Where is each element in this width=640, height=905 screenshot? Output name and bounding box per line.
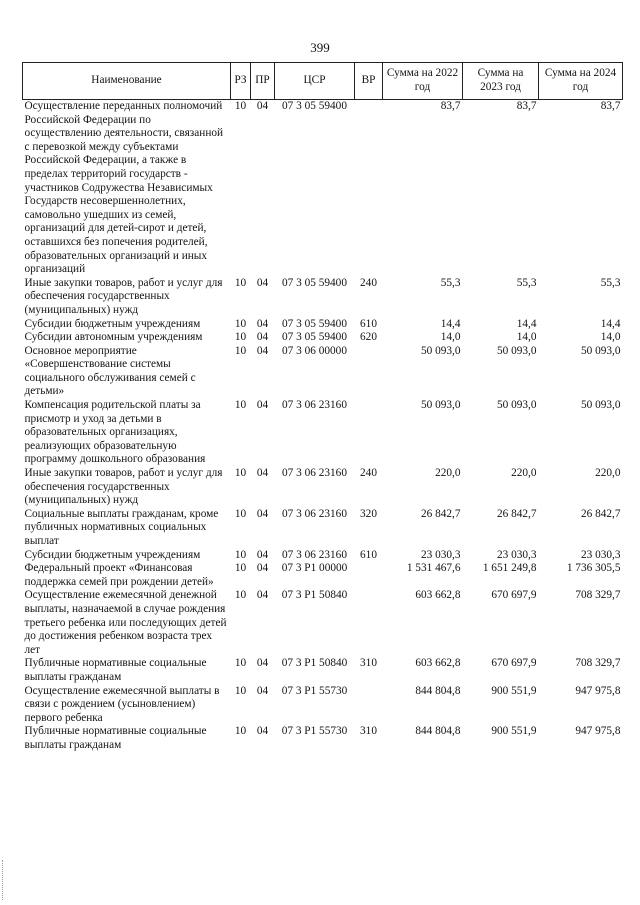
- row-vr: 310: [360, 725, 377, 738]
- table-row: [23, 399, 623, 467]
- row-vr: 620: [360, 331, 377, 344]
- row-sum-2022: 603 662,8: [415, 589, 461, 602]
- table-header: [23, 63, 623, 100]
- row-sum-2022: 50 093,0: [420, 344, 461, 357]
- header-vr: ВР: [355, 63, 383, 100]
- table-row: [23, 100, 623, 277]
- row-sum-2024: 23 030,3: [580, 548, 621, 561]
- row-name: Основное мероприятие «Совершенствование системы социального обслуживания семей с детьми»: [24, 344, 196, 398]
- table-row: [23, 562, 623, 589]
- header-row: [23, 63, 623, 100]
- row-vr: [355, 345, 383, 399]
- row-vr: [355, 589, 383, 657]
- row-csr: 07 3 05 59400: [282, 317, 347, 330]
- row-sum-2022: 844 804,8: [415, 725, 461, 738]
- row-pr: 04: [256, 562, 269, 575]
- table-row: [23, 725, 623, 752]
- row-rz: 10: [234, 100, 247, 112]
- row-pr: 04: [256, 100, 269, 112]
- row-sum-2022: 50 093,0: [420, 399, 461, 412]
- row-sum-2022: 83,7: [440, 100, 461, 112]
- row-pr: 04: [256, 317, 269, 330]
- row-sum-2023: 670 697,9: [491, 589, 537, 602]
- table-row: [23, 685, 623, 726]
- row-sum-2022: 1 531 467,6: [406, 562, 461, 575]
- table-row: [23, 508, 623, 549]
- row-name: Публичные нормативные социальные выплаты гражданам: [24, 725, 207, 751]
- row-sum-2024: 50 093,0: [580, 399, 621, 412]
- row-pr: 04: [256, 344, 269, 357]
- row-pr: 04: [256, 399, 269, 412]
- row-sum-2024: 83,7: [600, 100, 621, 112]
- table-row: [23, 345, 623, 399]
- row-sum-2024: 26 842,7: [580, 507, 621, 520]
- row-sum-2023: 1 651 249,8: [482, 562, 537, 575]
- row-name: Осуществление ежемесячной выплаты в связи с рождением (усыновлением) первого ребенка: [24, 684, 220, 724]
- row-sum-2023: 50 093,0: [496, 344, 537, 357]
- row-pr: 04: [256, 467, 269, 480]
- row-rz: 10: [234, 507, 247, 520]
- table-row: [23, 549, 623, 563]
- row-pr: 04: [256, 507, 269, 520]
- row-sum-2023: 26 842,7: [496, 507, 537, 520]
- row-vr: 240: [360, 467, 377, 480]
- table-row: [23, 589, 623, 657]
- row-csr: 07 3 P1 55730: [281, 725, 348, 738]
- row-sum-2022: 14,4: [440, 317, 461, 330]
- row-sum-2023: 900 551,9: [491, 725, 537, 738]
- table-row: [23, 467, 623, 508]
- row-vr: [355, 399, 383, 467]
- row-sum-2022: 55,3: [440, 276, 461, 289]
- row-csr: 07 3 P1 55730: [281, 684, 348, 697]
- header-name: Наименование: [23, 63, 231, 100]
- row-vr: 610: [360, 548, 377, 561]
- row-pr: 04: [256, 657, 269, 670]
- row-name: Социальные выплаты гражданам, кроме публичных нормативных социальных выплат: [24, 507, 219, 547]
- row-csr: 07 3 05 59400: [282, 331, 347, 344]
- row-sum-2023: 14,0: [516, 331, 537, 344]
- row-name: Иные закупки товаров, работ и услуг для обеспечения государственных (муниципальных) нужд: [24, 276, 223, 316]
- table-row: [23, 331, 623, 345]
- row-sum-2022: 220,0: [435, 467, 461, 480]
- row-sum-2024: 14,0: [600, 331, 621, 344]
- row-sum-2022: 26 842,7: [420, 507, 461, 520]
- budget-table: [22, 62, 623, 753]
- header-sum-2022: Сумма на 2022 год: [383, 63, 463, 100]
- row-csr: 07 3 05 59400: [282, 276, 347, 289]
- row-sum-2022: 14,0: [440, 331, 461, 344]
- row-rz: 10: [234, 684, 247, 697]
- header-pr: ПР: [251, 63, 275, 100]
- header-csr: ЦСР: [275, 63, 355, 100]
- scan-edge-mark: [2, 860, 4, 900]
- header-rz: РЗ: [231, 63, 251, 100]
- table-row: [23, 657, 623, 684]
- row-rz: 10: [234, 331, 247, 344]
- row-csr: 07 3 P1 50840: [281, 657, 348, 670]
- row-csr: 07 3 05 59400: [282, 100, 347, 112]
- row-sum-2023: 23 030,3: [496, 548, 537, 561]
- row-rz: 10: [234, 562, 247, 575]
- row-vr: 240: [360, 276, 377, 289]
- row-name: Субсидии бюджетным учреждениям: [24, 317, 201, 330]
- table-body: [23, 100, 623, 753]
- row-sum-2024: 947 975,8: [575, 684, 621, 697]
- row-rz: 10: [234, 344, 247, 357]
- table-row: [23, 277, 623, 318]
- row-name: Субсидии бюджетным учреждениям: [24, 548, 201, 561]
- row-sum-2024: 55,3: [600, 276, 621, 289]
- row-name: Федеральный проект «Финансовая поддержка семей при рождении детей»: [24, 562, 214, 588]
- row-csr: 07 3 06 23160: [282, 399, 347, 412]
- row-sum-2023: 900 551,9: [491, 684, 537, 697]
- row-sum-2024: 1 736 305,5: [566, 562, 621, 575]
- row-vr: [355, 562, 383, 589]
- row-name: Компенсация родительской платы за присмотр и уход за детьми в образовательных организациях, реализующих образовательную программу дошкольного образования: [24, 399, 206, 466]
- row-sum-2024: 14,4: [600, 317, 621, 330]
- row-name: Публичные нормативные социальные выплаты гражданам: [24, 657, 207, 683]
- row-pr: 04: [256, 331, 269, 344]
- row-rz: 10: [234, 276, 247, 289]
- header-sum-2023: Сумма на 2023 год: [463, 63, 539, 100]
- row-csr: 07 3 P1 00000: [281, 562, 348, 575]
- row-sum-2023: 55,3: [516, 276, 537, 289]
- row-sum-2024: 947 975,8: [575, 725, 621, 738]
- row-sum-2022: 603 662,8: [415, 657, 461, 670]
- row-rz: 10: [234, 399, 247, 412]
- row-rz: 10: [234, 657, 247, 670]
- row-sum-2023: 83,7: [516, 100, 537, 112]
- row-sum-2024: 50 093,0: [580, 344, 621, 357]
- row-name: Осуществление переданных полномочий Российской Федерации по осуществлению деятельности, связанной с перевозкой между субъектами Российской Федерации, а также в пределах территорий государств - участников Содружества Независимых Государств несовершеннолетних, самовольно ушедших из семей, организаций для детей-сирот и детей, оставшихся без попечения родителей, образовательных организаций и иных организаций: [24, 100, 224, 276]
- row-name: Иные закупки товаров, работ и услуг для обеспечения государственных (муниципальных) нужд: [24, 467, 223, 507]
- row-pr: 04: [256, 684, 269, 697]
- row-sum-2024: 220,0: [595, 467, 621, 480]
- row-sum-2023: 670 697,9: [491, 657, 537, 670]
- row-pr: 04: [256, 589, 269, 602]
- row-sum-2024: 708 329,7: [575, 657, 621, 670]
- row-csr: 07 3 06 00000: [282, 344, 347, 357]
- row-pr: 04: [256, 548, 269, 561]
- row-sum-2023: 220,0: [511, 467, 537, 480]
- row-csr: 07 3 06 23160: [282, 548, 347, 561]
- row-vr: [355, 100, 383, 277]
- page-number: 399: [310, 40, 330, 55]
- row-csr: 07 3 06 23160: [282, 467, 347, 480]
- row-sum-2023: 14,4: [516, 317, 537, 330]
- row-vr: 320: [360, 507, 377, 520]
- row-sum-2022: 844 804,8: [415, 684, 461, 697]
- row-vr: [355, 685, 383, 726]
- row-sum-2023: 50 093,0: [496, 399, 537, 412]
- row-rz: 10: [234, 589, 247, 602]
- row-csr: 07 3 06 23160: [282, 507, 347, 520]
- row-name: Субсидии автономным учреждениям: [24, 331, 203, 344]
- row-sum-2024: 708 329,7: [575, 589, 621, 602]
- row-csr: 07 3 P1 50840: [281, 589, 348, 602]
- row-vr: 610: [360, 317, 377, 330]
- header-sum-2024: Сумма на 2024 год: [539, 63, 623, 100]
- row-rz: 10: [234, 317, 247, 330]
- row-pr: 04: [256, 276, 269, 289]
- row-pr: 04: [256, 725, 269, 738]
- row-vr: 310: [360, 657, 377, 670]
- row-name: Осуществление ежемесячной денежной выплаты, назначаемой в случае рождения третьего ребенка или последующих детей до достижения ребенком возраста трех лет: [24, 589, 227, 656]
- row-rz: 10: [234, 548, 247, 561]
- row-rz: 10: [234, 467, 247, 480]
- row-rz: 10: [234, 725, 247, 738]
- row-sum-2022: 23 030,3: [420, 548, 461, 561]
- table-row: [23, 318, 623, 332]
